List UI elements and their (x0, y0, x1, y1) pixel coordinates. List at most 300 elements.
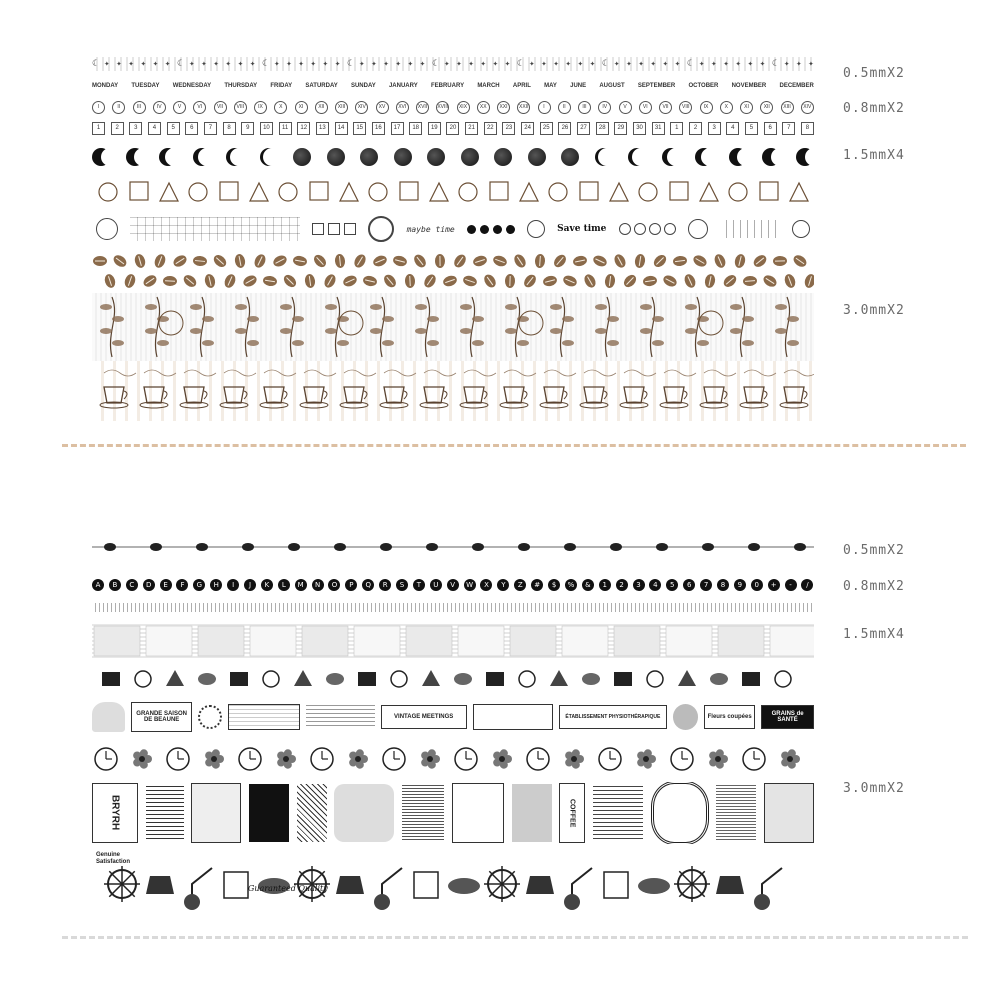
roman-numeral-badge: X (720, 101, 733, 114)
star-icon: ✦ (116, 59, 122, 69)
day-word: APRIL (512, 83, 531, 89)
clock-icon (167, 748, 189, 770)
date-number-box: 2 (689, 122, 702, 135)
alphabet-circle-badge: A (92, 579, 104, 591)
clock-icon (455, 748, 477, 770)
moon-phase-icon (92, 148, 110, 166)
roman-numeral-badge: XVI (396, 101, 409, 114)
newspaper-clipping (250, 626, 296, 656)
star-icon: ✦ (626, 59, 632, 69)
coffee-bean-icon (412, 252, 428, 269)
botanical-sprig-icon (100, 297, 124, 357)
alphabet-circle-badge: 0 (751, 579, 763, 591)
clock-icon (95, 748, 117, 770)
coffee-bean-icon (292, 255, 308, 267)
star-icon: ✦ (674, 59, 681, 69)
ticket-vintage-meetings: VINTAGE MEETINGS (381, 705, 467, 729)
flower-icon (781, 749, 800, 768)
star-icon: ✦ (565, 59, 571, 69)
checkbox-icons (312, 223, 356, 235)
star-icon: ✦ (614, 59, 620, 69)
strip-vintage-doodles (92, 177, 814, 207)
illustrated-object-icon (674, 866, 710, 902)
flower-icon (637, 749, 656, 768)
ticket-physiotherapique: ÉTABLISSEMENT PHYSIOTHÉRAPIQUE (559, 705, 667, 729)
ornament-flourish-icon (288, 543, 300, 551)
date-number-box: 14 (335, 122, 348, 135)
crescent-icon: ☾ (516, 59, 523, 69)
crescent-icon: ☾ (431, 59, 438, 69)
coffee-bean-icon (123, 273, 137, 289)
clock-icon (671, 748, 693, 770)
roman-numeral-badge: V (619, 101, 632, 114)
roman-numeral-badge: XI (740, 101, 753, 114)
coffee-bean-icon (304, 273, 316, 288)
poster-block-6 (452, 783, 504, 843)
vintage-doodle-icon (490, 182, 508, 200)
alphabet-circle-badge: I (227, 579, 239, 591)
moon-phase-icon (729, 148, 747, 166)
date-number-box: 23 (502, 122, 515, 135)
strip-ornament-border (92, 540, 814, 552)
coffee-bean-icon (392, 254, 408, 267)
vintage-doodle-icon (400, 182, 418, 200)
date-number-box: 25 (540, 122, 553, 135)
roman-numeral-badge: IV (598, 101, 611, 114)
coffee-bean-icon (761, 273, 778, 289)
coffee-bean-icon (204, 273, 217, 289)
star-icon: ✦ (759, 59, 766, 69)
teacup-icon (460, 370, 496, 408)
coffee-bean-icon (181, 273, 198, 290)
poster-block-9 (716, 784, 756, 842)
flower-icon (709, 749, 728, 768)
date-number-box: 2 (111, 122, 124, 135)
roman-numeral-badge: XIV (355, 101, 368, 114)
date-number-box: 20 (446, 122, 459, 135)
day-word: AUGUST (599, 83, 625, 89)
teacup-icon (700, 370, 736, 408)
strip-coffee-beans (92, 251, 814, 293)
ornament-flourish-icon (610, 543, 622, 551)
date-number-box: 11 (279, 122, 292, 135)
crescent-icon: ☾ (346, 59, 353, 69)
coffee-bean-icon (672, 255, 687, 267)
poster-block-1 (146, 784, 184, 842)
date-number-box: 31 (652, 122, 665, 135)
pocket-watch-icon-2 (792, 220, 810, 238)
roman-numeral-badge: VIII (234, 101, 247, 114)
moon-phase-icon (695, 148, 713, 166)
roman-numeral-badge: V (173, 101, 186, 114)
illustrated-object-icon (526, 876, 554, 894)
newspaper-clipping (406, 626, 452, 656)
moon-phase-icon (327, 148, 345, 166)
ornament-flourish-icon (656, 543, 668, 551)
roman-numeral-badge: XXI (497, 101, 510, 114)
alphabet-circle-badge: 4 (649, 579, 661, 591)
day-word: SUNDAY (350, 83, 376, 89)
day-word: SEPTEMBER (637, 83, 676, 89)
strip-clocks-flowers (92, 742, 814, 776)
vintage-object-icon (102, 672, 120, 686)
alphabet-circle-badge: V (447, 579, 459, 591)
star-icon: ✦ (225, 59, 231, 69)
moon-phase-icon (193, 148, 211, 166)
coffee-bean-icon (733, 253, 746, 269)
roman-numeral-badge: III (578, 101, 591, 114)
day-word: FRIDAY (270, 83, 293, 89)
roman-numeral-badge: XV (376, 101, 389, 114)
teacup-icon (540, 370, 576, 408)
roman-numeral-badge: XIV (801, 101, 814, 114)
star-icon: ✦ (504, 59, 511, 69)
coffee-bean-icon (262, 275, 277, 287)
star-icon: ✦ (589, 59, 596, 69)
illustrated-object-icon (716, 876, 744, 894)
date-number-box: 5 (167, 122, 180, 135)
ornament-flourish-icon (518, 543, 530, 551)
star-icon: ✦ (359, 59, 365, 69)
calendar-mini (720, 220, 780, 238)
alphabet-circle-badge: B (109, 579, 121, 591)
star-icon: ✦ (334, 59, 341, 69)
illustrated-object-icon (448, 878, 480, 894)
newspaper-clipping (614, 626, 660, 656)
teacup-icon (420, 370, 456, 408)
alphabet-circle-badge: R (379, 579, 391, 591)
roman-numeral-badge: XVIII (436, 101, 449, 114)
vintage-object-icon (135, 671, 151, 687)
moon-phase-icon (796, 148, 814, 166)
teacup-icon (500, 370, 536, 408)
strip-lace (92, 603, 814, 612)
alphabet-circle-badge: Z (514, 579, 526, 591)
strip-newspaper-clippings (92, 624, 814, 658)
ornament-flourish-icon (748, 543, 760, 551)
roman-numeral-badge: III (133, 101, 146, 114)
alphabet-circle-badge: - (785, 579, 797, 591)
crescent-icon: ☾ (771, 59, 778, 69)
coffee-bean-icon (93, 256, 107, 266)
star-icon: ✦ (104, 59, 110, 69)
date-number-box: 13 (316, 122, 329, 135)
botanical-sprig-icon (775, 297, 799, 357)
coffee-bean-icon (472, 254, 488, 268)
ornament-flourish-icon (196, 543, 208, 551)
date-number-box: 16 (372, 122, 385, 135)
crescent-icon: ☾ (92, 59, 98, 69)
ticket-blank-1 (228, 704, 300, 730)
roman-numeral-badge: XIII (335, 101, 348, 114)
vintage-object-icon (678, 670, 696, 686)
coffee-bean-icon (642, 275, 657, 287)
star-icon: ✦ (298, 59, 304, 69)
vintage-doodle-icon (160, 183, 178, 201)
coffee-bean-icon (651, 253, 668, 270)
star-icon: ✦ (189, 59, 195, 69)
teacup-icon (740, 370, 776, 408)
day-word: FEBRUARY (430, 83, 465, 89)
illustrated-object-icon (374, 868, 402, 910)
star-icon: ✦ (140, 59, 146, 69)
alphabet-circle-badge: X (480, 579, 492, 591)
vintage-doodle-icon (549, 183, 567, 201)
coffee-bean-icon (791, 253, 808, 269)
newspaper-clipping (198, 626, 244, 656)
alphabet-circle-badge: $ (548, 579, 560, 591)
star-icon: ✦ (650, 59, 656, 69)
star-icon: ✦ (638, 59, 644, 69)
botanical-sprig-icon (325, 297, 363, 357)
ticket-fleurs-coupees: Fleurs coupées (704, 705, 755, 729)
botanical-sprig-icon (190, 297, 214, 357)
poster-block-8 (593, 784, 643, 842)
poster-block-7 (512, 784, 552, 842)
star-icon: ✦ (796, 59, 802, 69)
day-word: THURSDAY (224, 83, 258, 89)
alphabet-circle-badge: T (413, 579, 425, 591)
size-label-0-8mm-bottom: 0.8mmX2 (843, 579, 905, 594)
illustrated-object-icon (754, 868, 782, 910)
vintage-doodle-icon (729, 183, 747, 201)
planner-text-save-time: Save time (557, 224, 607, 234)
teacup-icon (260, 370, 296, 408)
strip-moon-phases (92, 143, 814, 171)
coffee-bean-icon (103, 273, 117, 289)
flower-icon (277, 749, 296, 768)
day-word: DECEMBER (779, 83, 814, 89)
star-icon: ✦ (419, 59, 426, 69)
illustrated-object-icon (604, 872, 628, 898)
day-word: MAY (544, 83, 557, 89)
coffee-bean-icon (141, 273, 158, 289)
illustrated-object-icon (104, 866, 140, 902)
ornament-flourish-icon (104, 543, 116, 551)
coffee-bean-icon (322, 272, 338, 289)
alphabet-circle-badge: S (396, 579, 408, 591)
star-icon: ✦ (662, 59, 669, 69)
circle-row (619, 223, 676, 235)
roman-numeral-badge: XX (477, 101, 490, 114)
star-icon: ✦ (249, 59, 256, 69)
flower-icon (205, 749, 224, 768)
star-icon: ✦ (747, 59, 754, 69)
star-icon: ✦ (164, 59, 171, 69)
date-number-box: 12 (297, 122, 310, 135)
star-icon: ✦ (274, 59, 280, 69)
vintage-doodle-icon (639, 183, 657, 201)
strip-tea-script-illustrations (92, 361, 814, 421)
ornament-flourish-icon (380, 543, 392, 551)
vintage-doodle-icon (189, 183, 207, 201)
alphabet-circle-badge: K (261, 579, 273, 591)
alphabet-circle-badge: 8 (717, 579, 729, 591)
size-label-3-0mm-bottom: 3.0mmX2 (843, 781, 905, 796)
newspaper-clipping (458, 626, 504, 656)
coffee-bean-icon (704, 273, 717, 289)
vintage-object-icon (550, 670, 568, 686)
coffee-bean-icon (133, 253, 146, 269)
alphabet-circle-badge: # (531, 579, 543, 591)
clock-icon (96, 218, 118, 240)
moon-phase-icon (528, 148, 546, 166)
size-label-0-5mm-bottom: 0.5mmX2 (843, 543, 905, 558)
botanical-sprig-icon (505, 297, 543, 357)
coffee-bean-icon (522, 272, 539, 289)
vintage-object-icon (710, 673, 728, 685)
star-icon: ✦ (723, 59, 729, 69)
flower-icon (565, 749, 584, 768)
coffee-bean-icon (372, 254, 389, 269)
coffee-bean-icon (683, 273, 698, 290)
alphabet-circle-badge: M (295, 579, 307, 591)
newspaper-clipping (354, 626, 400, 656)
coffee-bean-icon (713, 253, 728, 270)
newspaper-clipping (94, 626, 140, 656)
alphabet-circle-badge: & (582, 579, 594, 591)
date-number-box: 30 (633, 122, 646, 135)
coffee-bean-icon (612, 252, 627, 269)
roman-numeral-badge: XVII (416, 101, 429, 114)
alphabet-circle-badge: % (565, 579, 577, 591)
moon-phase-icon (662, 148, 680, 166)
coffee-bean-icon (622, 272, 639, 289)
coffee-bean-icon (271, 253, 288, 268)
coffee-bean-icon (342, 274, 359, 289)
clock-icon (599, 748, 621, 770)
coffee-bean-icon (721, 273, 738, 290)
botanical-sprig-icon (595, 297, 619, 357)
coffee-bean-icon (552, 252, 569, 269)
alphabet-circle-badge: 5 (666, 579, 678, 591)
crescent-icon: ☾ (176, 59, 183, 69)
coffee-bean-icon (482, 272, 498, 289)
poster-block-4 (297, 784, 327, 842)
moon-phase-icon (293, 148, 311, 166)
teacup-icon (140, 370, 176, 408)
ticket-grains-de-sante: GRAINS de SANTÉ (761, 705, 814, 729)
watch-icon (368, 216, 394, 242)
coffee-bean-icon (661, 273, 678, 288)
ornament-flourish-icon (794, 543, 806, 551)
alphabet-circle-badge: E (160, 579, 172, 591)
star-icon: ✦ (577, 59, 584, 69)
coffee-bean-icon (452, 252, 468, 269)
coffee-bean-icon (542, 274, 558, 287)
alphabet-circle-badge: 7 (700, 579, 712, 591)
roman-numeral-badge: VII (659, 101, 672, 114)
roman-numeral-badge: XII (760, 101, 773, 114)
flower-icon (421, 749, 440, 768)
star-icon: ✦ (735, 59, 741, 69)
date-number-box: 18 (409, 122, 422, 135)
star-icon: ✦ (456, 59, 462, 69)
date-number-box: 22 (484, 122, 497, 135)
ornament-flourish-icon (150, 543, 162, 551)
star-icon: ✦ (213, 59, 219, 69)
alphabet-circle-badge: + (768, 579, 780, 591)
vintage-object-icon (647, 671, 663, 687)
botanical-sprig-icon (145, 297, 183, 357)
star-icon: ✦ (784, 59, 790, 69)
coffee-bean-icon (382, 272, 399, 289)
botanical-sprig-icon (460, 297, 484, 357)
size-label-1-5mm-bottom: 1.5mmX4 (843, 627, 905, 642)
star-icon: ✦ (480, 59, 486, 69)
alphabet-circle-badge: 2 (616, 579, 628, 591)
roman-numeral-badge: I (538, 101, 551, 114)
coffee-bean-icon (634, 253, 646, 268)
vintage-doodle-icon (700, 183, 718, 201)
alphabet-circle-badge: D (143, 579, 155, 591)
date-number-box: 1 (670, 122, 683, 135)
roman-numeral-badge: VI (193, 101, 206, 114)
size-label-0-8mm-top: 0.8mmX2 (843, 101, 905, 116)
alphabet-circle-badge: Q (362, 579, 374, 591)
coffee-bean-icon (234, 253, 246, 269)
coffee-bean-icon (435, 254, 445, 268)
vintage-object-icon (326, 673, 344, 685)
vintage-doodle-icon (459, 183, 477, 201)
date-number-box: 10 (260, 122, 273, 135)
clock-icon (527, 748, 549, 770)
botanical-sprig-icon (730, 297, 754, 357)
coffee-bean-icon (211, 253, 228, 270)
vintage-object-icon (166, 670, 184, 686)
flower-icon (493, 749, 512, 768)
illustrated-object-icon (336, 876, 364, 894)
illustrated-object-icon (146, 876, 174, 894)
coffee-bean-icon (592, 254, 609, 269)
vintage-object-icon (294, 670, 312, 686)
illustrated-object-icon (184, 868, 212, 910)
tape-set-vintage-botanical (92, 55, 814, 420)
vintage-object-icon (582, 673, 600, 685)
date-number-box: 17 (391, 122, 404, 135)
vintage-doodle-icon (279, 183, 297, 201)
alphabet-circle-badge: 6 (683, 579, 695, 591)
teacup-icon (580, 370, 616, 408)
vintage-object-icon (358, 672, 376, 686)
roman-numeral-badge: VI (639, 101, 652, 114)
coffee-bean-icon (492, 254, 509, 268)
date-number-box: 27 (577, 122, 590, 135)
coffee-bean-icon (783, 273, 797, 290)
size-label-1-5mm-top: 1.5mmX4 (843, 148, 905, 163)
newspaper-clipping (510, 626, 556, 656)
roman-numeral-badge: XI (295, 101, 308, 114)
poster-coffee: COFFEE (559, 783, 585, 843)
moon-phase-icon (595, 148, 613, 166)
alphabet-circle-badge: N (312, 579, 324, 591)
crescent-icon: ☾ (601, 59, 608, 69)
coffee-bean-icon (691, 253, 708, 269)
botanical-sprig-icon (685, 297, 723, 357)
date-number-box: 5 (745, 122, 758, 135)
alphabet-circle-badge: 3 (633, 579, 645, 591)
newspaper-clipping (146, 626, 192, 656)
date-number-box: 6 (764, 122, 777, 135)
coffee-bean-icon (334, 254, 345, 269)
coffee-bean-icon (773, 256, 787, 266)
coffee-bean-icon (193, 255, 208, 266)
day-word: JUNE (570, 83, 587, 89)
vintage-doodle-icon (520, 183, 538, 201)
star-icon: ✦ (152, 59, 159, 69)
poster-bryrh: BRYRH (92, 783, 138, 843)
sun-icon (198, 705, 222, 729)
